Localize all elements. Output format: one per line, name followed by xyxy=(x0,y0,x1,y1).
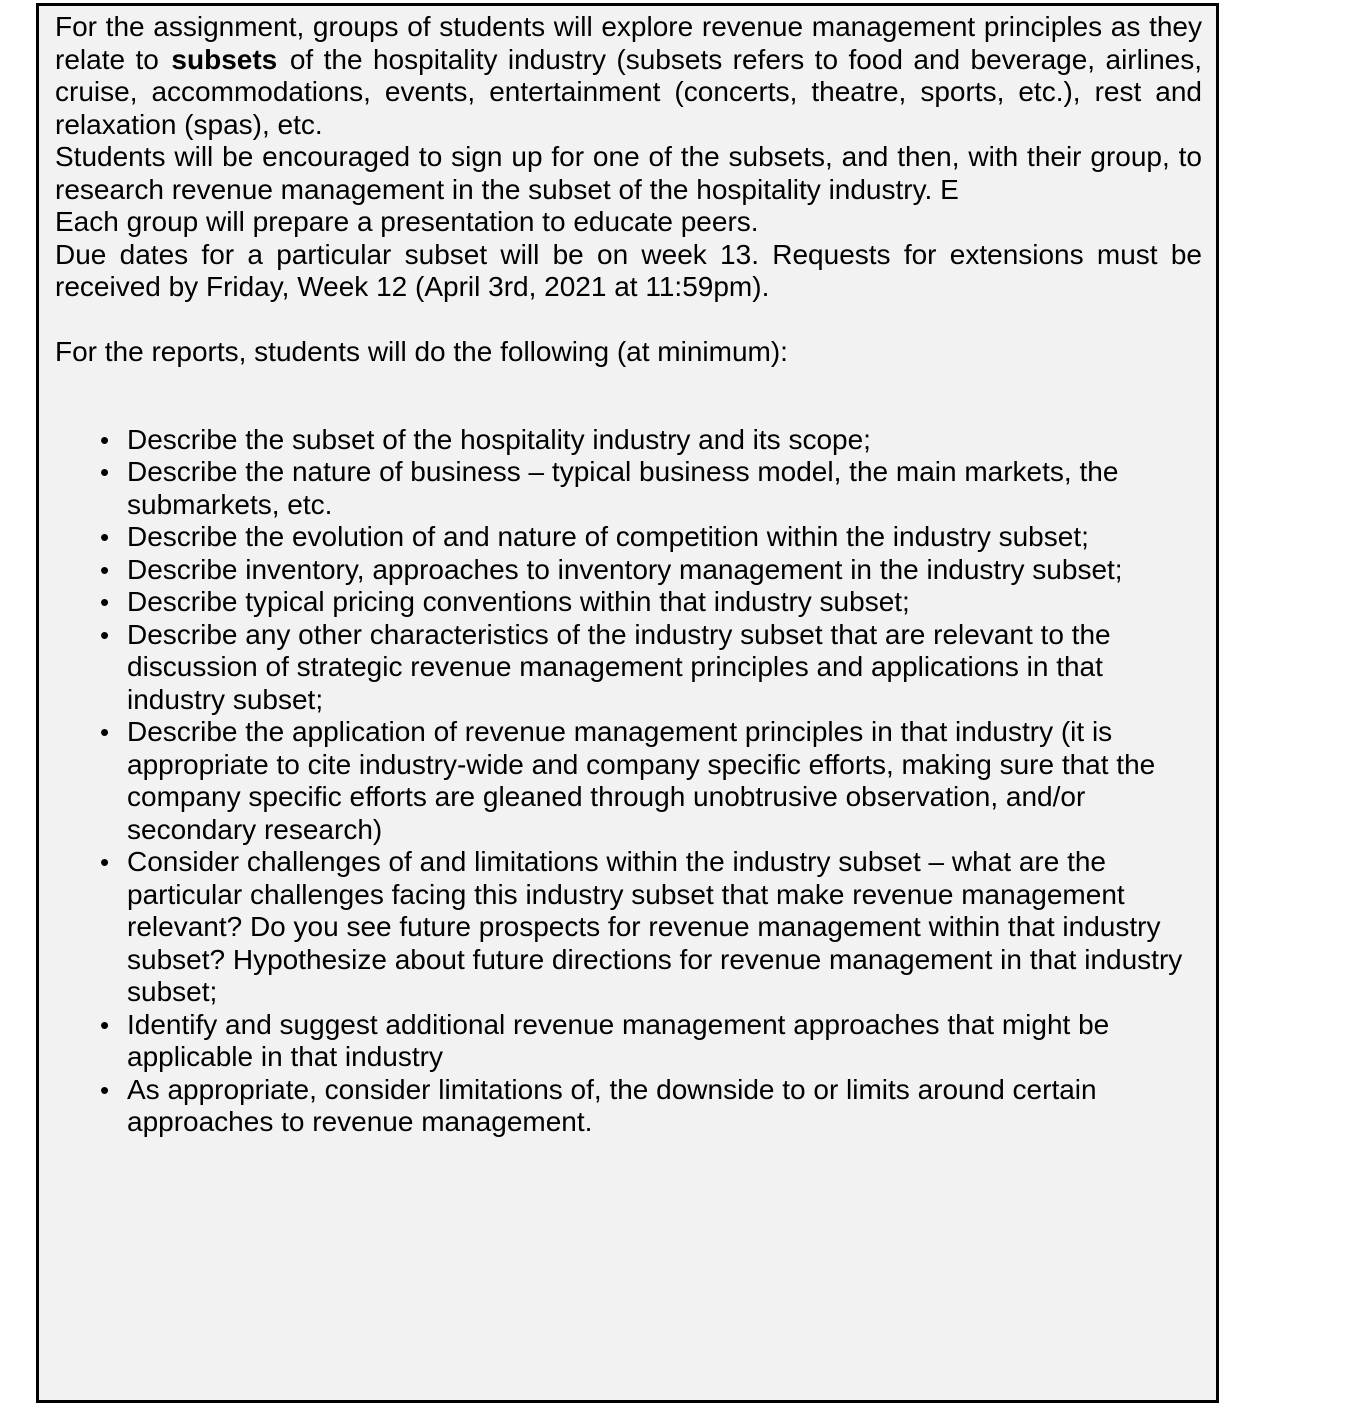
requirements-list xyxy=(55,424,1202,1139)
assignment-description-box xyxy=(36,3,1219,1403)
list-item-nature-of-business: • Describe the nature of business – typical business model, the main markets, the submarkets, etc. xyxy=(127,456,1202,521)
paragraph-presentation: Each group will prepare a presentation to educate peers. xyxy=(55,206,759,237)
paragraph-text-pre: For the assignment, groups of students will explore revenue management principles as they relate to xyxy=(55,11,1202,75)
list-item-application-principles: • Describe the application of revenue management principles in that industry (it is appropriate to cite industry-wide and company specific efforts, making sure that the company specific efforts are gleaned through unobtrusive observation, and/or secondary research) xyxy=(127,716,1202,846)
paragraph-signup: Students will be encouraged to sign up for one of the subsets, and then, with their group, to research revenue management in the subset of the hospitality industry. E xyxy=(55,141,1202,205)
list-item-additional-approaches: • Identify and suggest additional revenue management approaches that might be applicable in that industry xyxy=(127,1009,1202,1074)
paragraph-assignment-overview xyxy=(55,11,1202,141)
list-item-evolution-competition: • Describe the evolution of and nature of competition within the industry subset; xyxy=(127,521,1202,554)
list-item-pricing-conventions: • Describe typical pricing conventions within that industry subset; xyxy=(127,586,1202,619)
list-item-scope: • Describe the subset of the hospitality industry and its scope; xyxy=(127,424,1202,457)
paragraph-due-dates: Due dates for a particular subset will be on week 13. Requests for extensions must be received by Friday, Week 12 (April 3rd, 2021 at 11:59pm). xyxy=(55,238,1202,302)
list-item-consider-limitations: • As appropriate, consider limitations of, the downside to or limits around certain approaches to revenue management. xyxy=(127,1074,1202,1139)
list-item-challenges-limitations: • Consider challenges of and limitations within the industry subset – what are the particular challenges facing this industry subset that make revenue management relevant? Do you see future prospects for revenue management within that industry subset? Hypothesize about future directions for revenue management in that industry subset; xyxy=(127,846,1202,1009)
list-item-inventory: • Describe inventory, approaches to inventory management in the industry subset; xyxy=(127,554,1202,587)
reports-intro-line: For the reports, students will do the following (at minimum): xyxy=(55,336,788,367)
list-item-other-characteristics: • Describe any other characteristics of the industry subset that are relevant to the discussion of strategic revenue management principles and applications in that industry subset; xyxy=(127,619,1202,717)
bold-subsets-text: subsets xyxy=(171,43,278,75)
paragraph-text-post: of the hospitality industry (subsets refers to food and beverage, airlines, cruise, accommodations, events, entertainment (concerts, theatre, sports, etc.), rest and relaxation (spas), etc. xyxy=(55,43,1202,140)
